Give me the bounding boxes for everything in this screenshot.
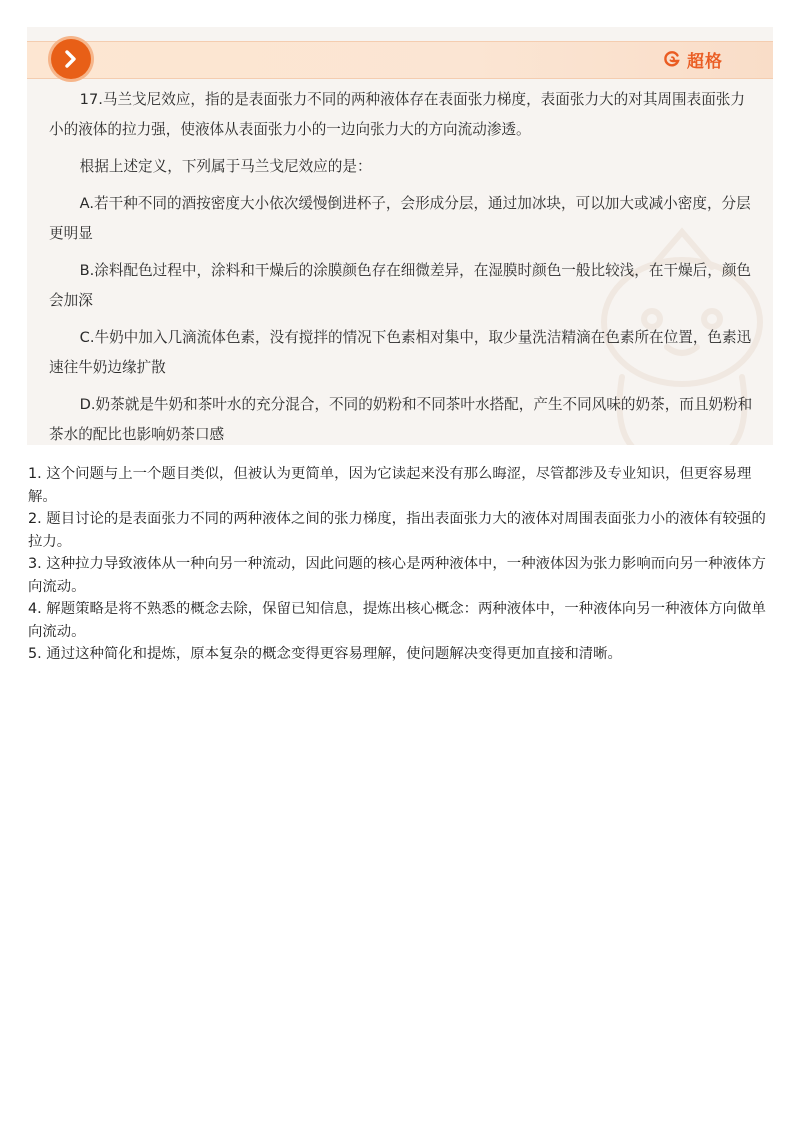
note-item: 3. 这种拉力导致液体从一种向另一种流动，因此问题的核心是两种液体中，一种液体因为张力影响而向另一种液体方向流动。 bbox=[28, 556, 766, 595]
question-stem: 17.马兰戈尼效应，指的是表面张力不同的两种液体存在表面张力梯度，表面张力大的对其周围表面张力小的液体的拉力强，使液体从表面张力小的一边向张力大的方向流动渗透。 bbox=[49, 91, 745, 138]
option-c: C.牛奶中加入几滴流体色素，没有搅拌的情况下色素相对集中，取少量洗洁精滴在色素所在位置，色素迅速往牛奶边缘扩散 bbox=[49, 329, 752, 376]
brand-logo-icon bbox=[663, 50, 681, 68]
card-header-band bbox=[27, 41, 773, 79]
option-b: B.涂料配色过程中，涂料和干燥后的涂膜颜色存在细微差异，在湿膜时颜色一般比较浅，在干燥后，颜色会加深 bbox=[49, 262, 752, 309]
note-item: 2. 题目讨论的是表面张力不同的两种液体之间的张力梯度，指出表面张力大的液体对周围表面张力小的液体有较强的拉力。 bbox=[28, 511, 766, 550]
option-a: A.若干种不同的酒按密度大小依次缓慢倒进杯子，会形成分层，通过加冰块，可以加大或减小密度，分层更明显 bbox=[49, 195, 751, 242]
note-item: 1. 这个问题与上一个题目类似，但被认为更简单，因为它读起来没有那么晦涩，尽管都涉及专业知识，但更容易理解。 bbox=[28, 466, 752, 505]
question-prompt: 根据上述定义，下列属于马兰戈尼效应的是： bbox=[79, 158, 372, 175]
note-item: 5. 通过这种简化和提炼，原本复杂的概念变得更容易理解，使问题解决变得更加直接和清晰。 bbox=[28, 646, 622, 662]
chevron-right-icon bbox=[51, 39, 91, 79]
brand-logo bbox=[663, 47, 723, 71]
option-d: D.奶茶就是牛奶和茶叶水的充分混合，不同的奶粉和不同茶叶水搭配，产生不同风味的奶茶，而且奶粉和茶水的配比也影响奶茶口感 bbox=[49, 396, 753, 443]
note-item: 4. 解题策略是将不熟悉的概念去除，保留已知信息，提炼出核心概念：两种液体中，一种液体向另一种液体方向做单向流动。 bbox=[28, 601, 766, 640]
brand-name: 超格 bbox=[687, 51, 723, 72]
question-body bbox=[49, 85, 759, 445]
question-image-card bbox=[27, 27, 773, 445]
explanation-notes bbox=[28, 463, 772, 666]
